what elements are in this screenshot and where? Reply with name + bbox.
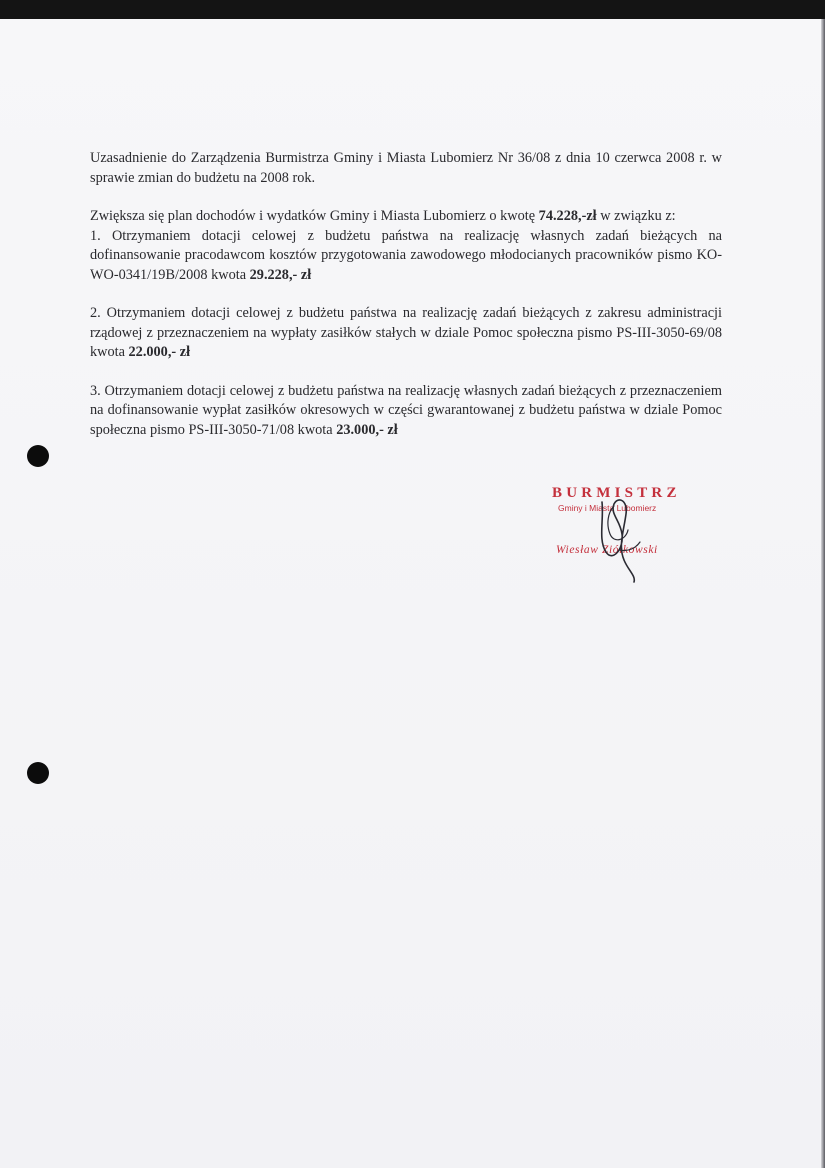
stamp-name: Wiesław Ziółkowski <box>556 544 658 556</box>
increase-text: Zwiększa się plan dochodów i wydatków Gminy i Miasta Lubomierz o kwotę <box>90 208 539 224</box>
document-body <box>90 149 722 440</box>
item-2-text: 2. Otrzymaniem dotacji celowej z budżetu państwa na realizację zadań bieżących z zakresu administracji rządowej z przeznaczeniem na wypłaty zasiłków stałych w dziale Pomoc społeczna pismo PS-III-3050-69/08 kwota <box>90 305 722 360</box>
item-1-amount: 29.228,- zł <box>249 266 312 283</box>
item-1-text: 1. Otrzymaniem dotacji celowej z budżetu państwa na realizację własnych zadań bieżących na dofinansowanie pracodawcom kosztów przygotowania zawodowego młodocianych pracowników pismo KO-WO-0341/19B/2008 kwota <box>90 227 722 283</box>
scan-border-top <box>0 0 825 19</box>
item-3-text: 3. Otrzymaniem dotacji celowej z budżetu państwa na realizację własnych zadań bieżących z przeznaczeniem na dofinansowanie wypłat zasiłków okresowych w części gwarantowanej z budżetu państwa w dziale Pomoc społeczna pismo PS-III-3050-71/08 kwota <box>90 382 722 438</box>
increase-amount: 74.228,-zł <box>538 208 597 224</box>
stamp-subtitle: Gminy i Miasta Lubomierz <box>558 503 657 513</box>
increase-text-end: w związku z: <box>596 208 676 224</box>
item-2-amount: 22.000,- zł <box>128 344 191 360</box>
increase-paragraph <box>90 207 722 227</box>
intro-paragraph <box>90 149 722 188</box>
stamp-title: BURMISTRZ <box>552 485 681 501</box>
list-item-2 <box>90 304 722 363</box>
scan-border-right <box>821 19 825 1168</box>
list-item-1 <box>90 227 722 286</box>
handwritten-signature-icon <box>584 490 654 585</box>
list-item-3 <box>90 382 722 441</box>
item-3-amount: 23.000,- zł <box>336 421 398 438</box>
punch-hole-icon <box>27 445 49 467</box>
punch-hole-icon <box>27 762 49 784</box>
intro-text: Uzasadnienie do Zarządzenia Burmistrza Gminy i Miasta Lubomierz Nr 36/08 z dnia 10 czerwca 2008 r. w sprawie zmian do budżetu na 2008 rok. <box>90 150 722 186</box>
